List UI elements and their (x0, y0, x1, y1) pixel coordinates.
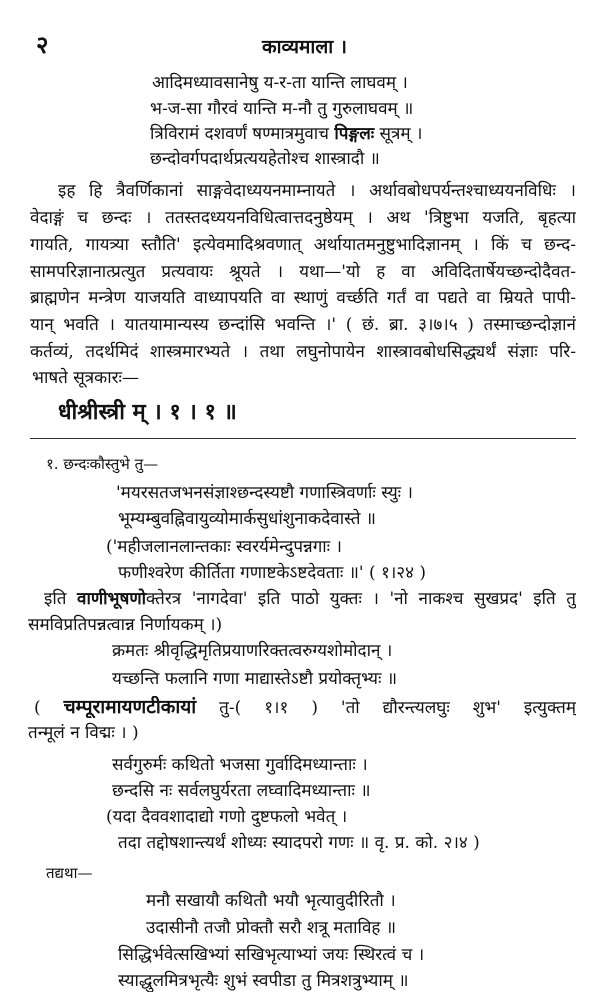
footnote-verse: क्रमतः श्रीवृद्धिमृतिप्रयाणरिक्तत्वरुग्यशोमोदान् । (112, 641, 393, 661)
work-title: चम्पूरामायणटीकायां (63, 696, 197, 718)
prose-line: यान् भवति । यातयामान्यस्य छन्दांसि भवन्ति ।' ( छं. ब्रा. ३।७।५ ) तस्माच्छन्दोज्ञानं (30, 315, 576, 335)
footnote-prose: समविप्रतिपन्नत्वान्न निर्णायकम् ।) (28, 615, 223, 635)
footnote-text: ( (34, 698, 64, 718)
verse-line (150, 123, 422, 145)
verse-line: भ-ज-सा गौरवं यान्ति म-नौ तु गुरुलाघवम् ॥ (150, 99, 414, 119)
prose-line: गायति, गायत्र्या स्तौति' इत्येवमादिश्रवणात् अर्थायातमनुष्टुभादिज्ञानम् । किं च छन्द- (30, 235, 576, 255)
verse-line: छन्दोवर्गपदार्थप्रत्ययहेतोश्च शास्त्रादौ ॥ (150, 149, 380, 169)
verse-text: त्रिविरामं दशवर्णं षण्मात्रमुवाच (150, 124, 335, 144)
verse-line: आदिमध्यावसानेषु य-र-ता यान्ति लाघवम् । (152, 73, 408, 93)
prose-line: ब्राह्मणेन मन्त्रेण याजयति वाध्यापयति वा स्थाणुं वर्च्छति गर्तं वा पद्यते वा म्रियते पापी- (30, 288, 576, 308)
footnote-verse: सर्वगुरुर्मः कथितो भजसा गुर्वादिमध्यान्ताः । (112, 755, 368, 775)
footnote-divider (30, 438, 576, 439)
footnote-verse: स्याद्धुलमित्रभृत्यैः शुभं स्वपीडा तु मित्रशत्रुभ्याम् ॥ (118, 971, 409, 991)
footnote-verse: 'मयरसतजभनसंज्ञाश्छन्दस्यष्टौ गणास्त्रिवर्णाः स्युः । (116, 483, 413, 503)
footnote-verse: तदा तद्दोषशान्त्यर्थं शोध्यः स्यादपरो गणः ॥ वृ. प्र. को. २।४ ) (118, 833, 480, 853)
footnote-verse: सिद्धिर्भवेत्सखिभ्यां सखिभृत्याभ्यां जयः स्थिरत्वं च । (118, 945, 425, 965)
footnote-verse: फणीश्वरेण कीर्तिता गणाष्टकेऽष्टदेवताः ॥' ( १।२४ ) (118, 563, 426, 583)
page-number: २ (36, 30, 49, 59)
footnote-prose: तन्मूलं न विद्मः । ) (28, 723, 139, 743)
prose-line: सामपरिज्ञानात्प्रत्युत प्रत्यवायः श्रूयते । यथा—'यो ह वा अविदितार्षेयच्छन्दोदैवत- (30, 262, 576, 282)
verse-text: सूत्रम् । (374, 124, 423, 144)
footnote-text: इति (44, 589, 77, 609)
footnote-verse: ('महीजलानलान्तकाः स्वरर्यमेन्दुपन्नगाः । (106, 537, 342, 557)
prose-line: वेदाङ्गं च छन्दः । ततस्तदध्ययनविधित्वात्तदनुष्ठेयम् । अथ 'त्रिष्टुभा यजति, बृहत्या (30, 208, 576, 228)
footnote-prose (34, 696, 576, 718)
footnote-verse: (यदा दैववशादाद्यो गणो दुष्टफलो भवेत् । (106, 807, 348, 827)
prose-line: भाषते सूत्रकारः— (32, 368, 139, 388)
prose-line: कर्तव्यं, तदर्थमिदं शास्त्रमारभ्यते । तथा लघुनोपायेन शास्त्रावबोधसिद्ध्यर्थं संज्ञाः परि- (30, 342, 576, 362)
footnote-intro: १. छन्दःकौस्तुभे तु— (46, 455, 159, 473)
footnote-verse: छन्दसि नः सर्वलघुर्यरता लघ्वादिमध्यान्ताः ॥ (112, 781, 371, 801)
footnote-verse: मनौ सखायौ कथितौ भयौ भृत्यावुदीरितौ । (146, 891, 396, 911)
running-title: काव्यमाला । (262, 36, 347, 58)
footnote-verse: यच्छन्ति फलानि गणा माद्यास्तेऽष्टौ प्रयोक्तृभ्यः ॥ (112, 669, 398, 689)
footnote-tadyatha: तद्यथा— (46, 864, 93, 882)
footnote-text: क्तेरत्र 'नागदेवा' इति पाठो युक्तः । 'नो नाकश्च सुखप्रद' इति तु (146, 589, 576, 609)
footnote-prose (44, 588, 576, 610)
sutra: धीश्रीस्त्री म् । १ । १ ॥ (58, 399, 237, 425)
prose-line: इह हि त्रैवर्णिकानां साङ्गवेदाध्ययनमाम्नायते । अर्थावबोधपर्यन्तश्चाध्ययनविधिः । (58, 181, 576, 201)
footnote-verse: उदासीनौ तजौ प्रोक्तौ सरौ शत्रू मताविह ॥ (146, 918, 397, 938)
footnote-verse: भूम्यम्बुवह्निवायुव्योमार्कसुधांशुनाकदेवास्ते ॥ (118, 509, 376, 529)
author-name: पिङ्गलः (334, 124, 375, 144)
footnote-text: तु-( १।१ ) 'तो द्यौरन्त्यलघुः शुभ' इत्युक्तम् (196, 698, 576, 718)
work-title: वाणीभूषणो (77, 589, 147, 609)
